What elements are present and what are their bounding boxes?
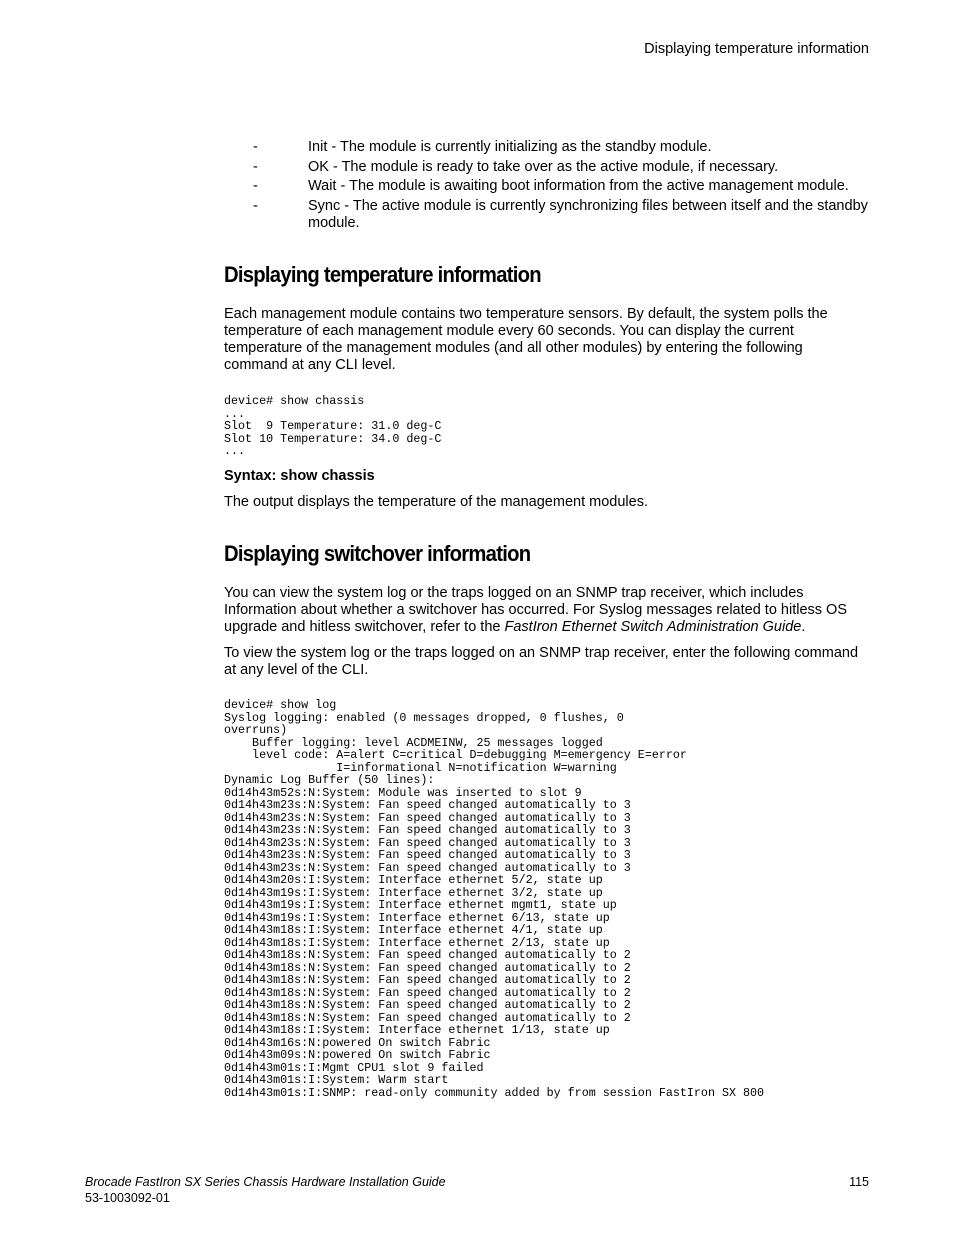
list-item: [253, 139, 868, 156]
temperature-intro: Each management module contains two temperature sensors. By default, the system polls the temperature of each management module every 60 seconds. You can display the current temperature of the management modules (and all other modules) by entering the following command at any CLI level.: [224, 306, 828, 373]
temperature-output-note: The output displays the temperature of the management modules.: [224, 494, 648, 510]
admin-guide-reference: FastIron Ethernet Switch Administration Guide: [504, 619, 802, 635]
bullet-text: OK - The module is ready to take over as the active module, if necessary.: [308, 158, 779, 175]
bullet-dash: -: [253, 197, 258, 214]
switchover-intro: [224, 585, 864, 636]
switchover-instruction-block: [224, 645, 864, 679]
footer-doc-number: 53-1003092-01: [85, 1191, 170, 1205]
running-header: Displaying temperature information: [644, 41, 869, 57]
temperature-intro-block: [224, 306, 864, 374]
temperature-output-block: [224, 494, 864, 511]
status-bullet-list: [253, 139, 868, 234]
list-item: [253, 159, 868, 176]
temperature-code-block: [224, 395, 864, 458]
temperature-section: [224, 262, 864, 288]
show-chassis-code: device# show chassis ... Slot 9 Temperature: 31.0 deg-C Slot 10 Temperature: 34.0 deg-C ...: [224, 394, 442, 458]
switchover-heading: Displaying switchover information: [224, 541, 531, 566]
switchover-intro-text: You can view the system log or the traps logged on an SNMP trap receiver, which includes Information about whether a switchover has occurred. For Syslog messages related to hitless OS upgrade and hitless switchover, refer to the: [224, 585, 847, 635]
footer-left: [85, 1174, 446, 1206]
bullet-text: Init - The module is currently initializing as the standby module.: [308, 139, 712, 155]
footer-doc-title: Brocade FastIron SX Series Chassis Hardware Installation Guide: [85, 1175, 446, 1189]
switchover-intro-block: [224, 585, 864, 636]
list-item: [253, 198, 868, 232]
temperature-syntax-block: [224, 468, 864, 485]
switchover-code-block: [224, 699, 864, 1099]
syntax-line: Syntax: show chassis: [224, 468, 375, 484]
bullet-dash: -: [253, 139, 258, 155]
switchover-section: [224, 541, 864, 567]
show-log-code: device# show log Syslog logging: enabled (0 messages dropped, 0 flushes, 0 overruns) Buffer logging: level ACDMEINW, 25 messages logged level code: A=alert C=critical D=debugging M=emergency E=error I=informational N=notification W=warning Dynamic Log Buffer (50 lines): 0d14h43m52s:N:System: Module was inserted to slot 9 0d14h43m23s:N:System: Fan speed changed automatically to 3 0d14h43m23s:N:System: Fan speed changed automatically to 3 0d14h43m23s:N:System: Fan speed changed automatically to 3 0d14h43m23s:N:System: Fan speed changed automatically to 3 0d14h43m23s:N:System: Fan speed changed automatically to 3 0d14h43m23s:N:System: Fan speed changed automatically to 3 0d14h43m20s:I:System: Interface ethernet 5/2, state up 0d14h43m19s:I:System: Interface ethernet 3/2, state up 0d14h43m19s:I:System: Interface ethernet mgmt1, state up 0d14h43m19s:I:System: Interface ethernet 6/13, state up 0d14h43m18s:I:System: Interface ethernet 4/1, state up 0d14h43m18s:I:System: Interface ethernet 2/13, state up 0d14h43m18s:N:System: Fan speed changed automatically to 2 0d14h43m18s:N:System: Fan speed changed automatically to 2 0d14h43m18s:N:System: Fan speed changed automatically to 2 0d14h43m18s:N:System: Fan speed changed automatically to 2 0d14h43m18s:N:System: Fan speed changed automatically to 2 0d14h43m18s:N:System: Fan speed changed automatically to 2 0d14h43m18s:I:System: Interface ethernet 1/13, state up 0d14h43m16s:N:powered On switch Fabric 0d14h43m09s:N:powered On switch Fabric 0d14h43m01s:I:Mgmt CPU1 slot 9 failed 0d14h43m01s:I:System: Warm start 0d14h43m01s:I:SNMP: read-only community added by from session FastIron SX 800: [224, 698, 765, 1100]
footer-page-number: 115: [849, 1175, 869, 1189]
list-item: [253, 178, 868, 195]
bullet-dash: -: [253, 178, 258, 194]
bullet-text: Sync - The active module is currently synchronizing files between itself and the standby module.: [308, 197, 868, 231]
switchover-intro-end: .: [801, 619, 806, 635]
bullet-dash: -: [253, 158, 258, 175]
temperature-heading: Displaying temperature information: [224, 262, 541, 287]
switchover-instruction: To view the system log or the traps logged on an SNMP trap receiver, enter the following command at any level of the CLI.: [224, 645, 859, 678]
bullet-text: Wait - The module is awaiting boot information from the active management module.: [308, 178, 849, 194]
